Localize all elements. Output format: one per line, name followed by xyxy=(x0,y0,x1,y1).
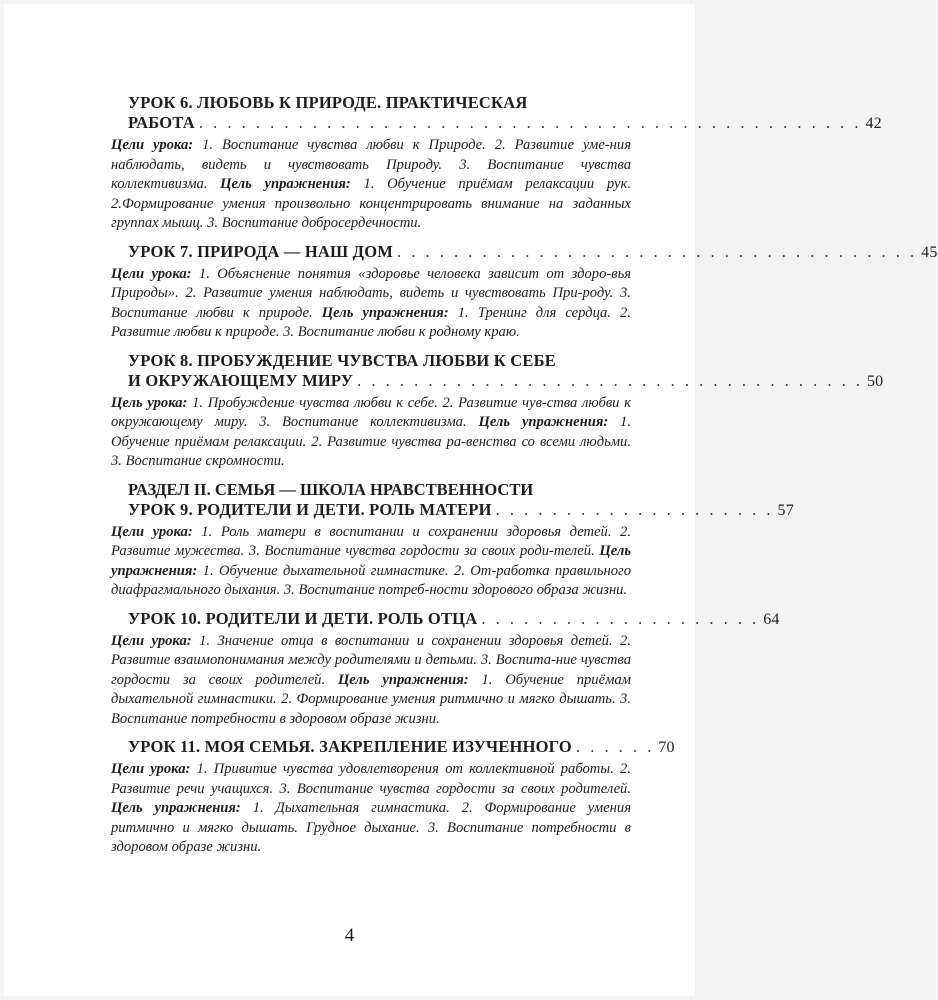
exercise-label: Цель упражнения: xyxy=(321,304,449,321)
section-2-title[interactable]: РАЗДЕЛ II. СЕМЬЯ — ШКОЛА НРАВСТВЕННОСТИ xyxy=(128,479,534,499)
toc-entry-lesson-6 xyxy=(111,93,882,234)
lesson-6-title-line1: УРОК 6. ЛЮБОВЬ К ПРИРОДЕ. ПРАКТИЧЕСКАЯ xyxy=(128,93,528,112)
exercise-label: Цель упражнения: xyxy=(337,671,469,688)
goals-text: 1. Воспитание чувства любви к Природе. 2. Развитие уме-ния наблюдать, видеть и чувствовать Природу. 3. Воспитание чувства коллективизма. xyxy=(111,137,631,192)
lesson-7-description xyxy=(111,265,631,343)
table-of-contents xyxy=(111,93,938,866)
lesson-9-page: 57 xyxy=(777,501,794,519)
goals-text: 1. Пробуждение чувства любви к себе. 2. Развитие чув-ства любви к окружающему миру. 3. Воспитание коллективизма. xyxy=(111,394,632,430)
lesson-6-title-line2: РАБОТА xyxy=(128,113,195,132)
lesson-6-description xyxy=(111,136,631,234)
lesson-7-title-text: УРОК 7. ПРИРОДА — НАШ ДОМ xyxy=(128,241,394,261)
lesson-11-title[interactable] xyxy=(128,737,675,758)
goals-text: 1. Значение отца в воспитании и сохранении здоровья детей. 2. Развитие взаимопонимания между родителями и детьми. 3. Воспита-ние чувства гордости за своих родителей. xyxy=(111,632,631,688)
goals-label: Цели урока: xyxy=(111,632,192,649)
lesson-6-title[interactable] xyxy=(128,93,882,134)
lesson-11-page: 70 xyxy=(658,739,675,756)
goals-label: Цель урока: xyxy=(111,394,188,411)
lesson-10-title[interactable] xyxy=(128,608,780,630)
lesson-8-page: 50 xyxy=(866,372,884,390)
page-number: 4 xyxy=(344,925,355,946)
lesson-8-title-line1: УРОК 8. ПРОБУЖДЕНИЕ ЧУВСТВА ЛЮБВИ К СЕБЕ xyxy=(128,350,556,370)
goals-text: 1. Роль матери в воспитании и сохранении здоровья детей. 2. Развитие мужества. 3. Воспитание чувства гордости за своих роди-телей. xyxy=(111,523,631,559)
exercise-label: Цель упражнения: xyxy=(220,176,351,192)
exercise-text: 1. Обучение приёмам релаксации рук. 2.Формирование умения произвольно концентрировать внимание на заданных группах мышц. 3. Воспитание добросердечности. xyxy=(111,176,631,231)
leader-dots: . . . . . . . . . . . . . . . . . . . . . . . . . . . . . . . . . . . . . xyxy=(397,241,918,261)
lesson-10-page: 64 xyxy=(763,610,780,628)
leader-dots: . . . . . . . . . . . . . . . . . . . . xyxy=(481,608,760,628)
exercise-label: Цель упражнения: xyxy=(111,543,631,579)
lesson-10-description xyxy=(111,632,631,730)
leader-dots: . . . . . . xyxy=(575,737,655,756)
lesson-11-description xyxy=(111,760,631,858)
toc-entry-lesson-9 xyxy=(111,479,794,601)
lesson-6-page: 42 xyxy=(865,115,882,132)
goals-label: Цели урока: xyxy=(111,137,194,153)
leader-dots: . . . . . . . . . . . . . . . . . . . . . . . . . . . . . . . . . . . . xyxy=(357,370,863,390)
goals-label: Цели урока: xyxy=(111,761,191,777)
exercise-text: 1. Обучение приёмам дыхательной гимнастики. 2. Формирование умения ритмично и мягко дышать. 3. Воспитание потребности в здоровом образе жизни. xyxy=(111,671,631,727)
lesson-9-title-text: УРОК 9. РОДИТЕЛИ И ДЕТИ. РОЛЬ МАТЕРИ xyxy=(128,499,492,519)
lesson-7-title[interactable] xyxy=(128,241,938,263)
exercise-text: 1. Обучение дыхательной гимнастике. 2. От-работка правильного диафрагмального дыхания. 3. Воспитание потреб-ности здорового образа жизни. xyxy=(111,562,631,598)
goals-label: Цели урока: xyxy=(111,265,192,282)
exercise-label: Цель упражнения: xyxy=(111,800,241,816)
lesson-11-title-text: УРОК 11. МОЯ СЕМЬЯ. ЗАКРЕПЛЕНИЕ ИЗУЧЕННОГО xyxy=(128,737,572,756)
lesson-10-title-text: УРОК 10. РОДИТЕЛИ И ДЕТИ. РОЛЬ ОТЦА xyxy=(128,608,478,628)
lesson-9-description xyxy=(111,523,631,601)
lesson-8-description xyxy=(111,394,631,472)
toc-entry-lesson-11 xyxy=(111,737,675,858)
toc-entry-lesson-8 xyxy=(111,350,884,472)
goals-text: 1. Привитие чувства удовлетворения от коллективной работы. 2. Развитие речи учащихся. 3. Воспитание чувства гордости за своих родителей. xyxy=(111,761,631,797)
exercise-label: Цель упражнения: xyxy=(478,414,609,430)
exercise-text: 1. Дыхательная гимнастика. 2. Формирование умения ритмично и мягко дышать. Грудное дыхание. 3. Воспитание потребности в здоровом образе жизни. xyxy=(111,800,631,855)
leader-dots: . . . . . . . . . . . . . . . . . . . . xyxy=(495,499,774,519)
exercise-text: 1. Обучение приёмам релаксации. 2. Развитие чувства ра-венства со всеми людьми. 3. Воспитание скромности. xyxy=(111,414,631,469)
lesson-8-title-line2: И ОКРУЖАЮЩЕМУ МИРУ xyxy=(128,370,354,390)
goals-text: 1. Объяснение понятия «здоровье человека зависит от здоро-вья Природы». 2. Развитие умения наблюдать, видеть и чувствовать При-роду. 3. Воспитание любви к природе. xyxy=(111,265,631,321)
lesson-7-page: 45 xyxy=(921,243,938,261)
lesson-9-title[interactable] xyxy=(128,499,794,521)
toc-entry-lesson-7 xyxy=(111,241,938,343)
exercise-text: 1. Тренинг для сердца. 2. Развитие любви к природе. 3. Воспитание любви к родному краю. xyxy=(111,304,631,340)
leader-dots: . . . . . . . . . . . . . . . . . . . . . . . . . . . . . . . . . . . . . . . . . . . . . . . xyxy=(198,113,862,132)
goals-label: Цели урока: xyxy=(111,523,193,540)
toc-entry-lesson-10 xyxy=(111,608,780,730)
lesson-8-title[interactable] xyxy=(128,350,884,392)
